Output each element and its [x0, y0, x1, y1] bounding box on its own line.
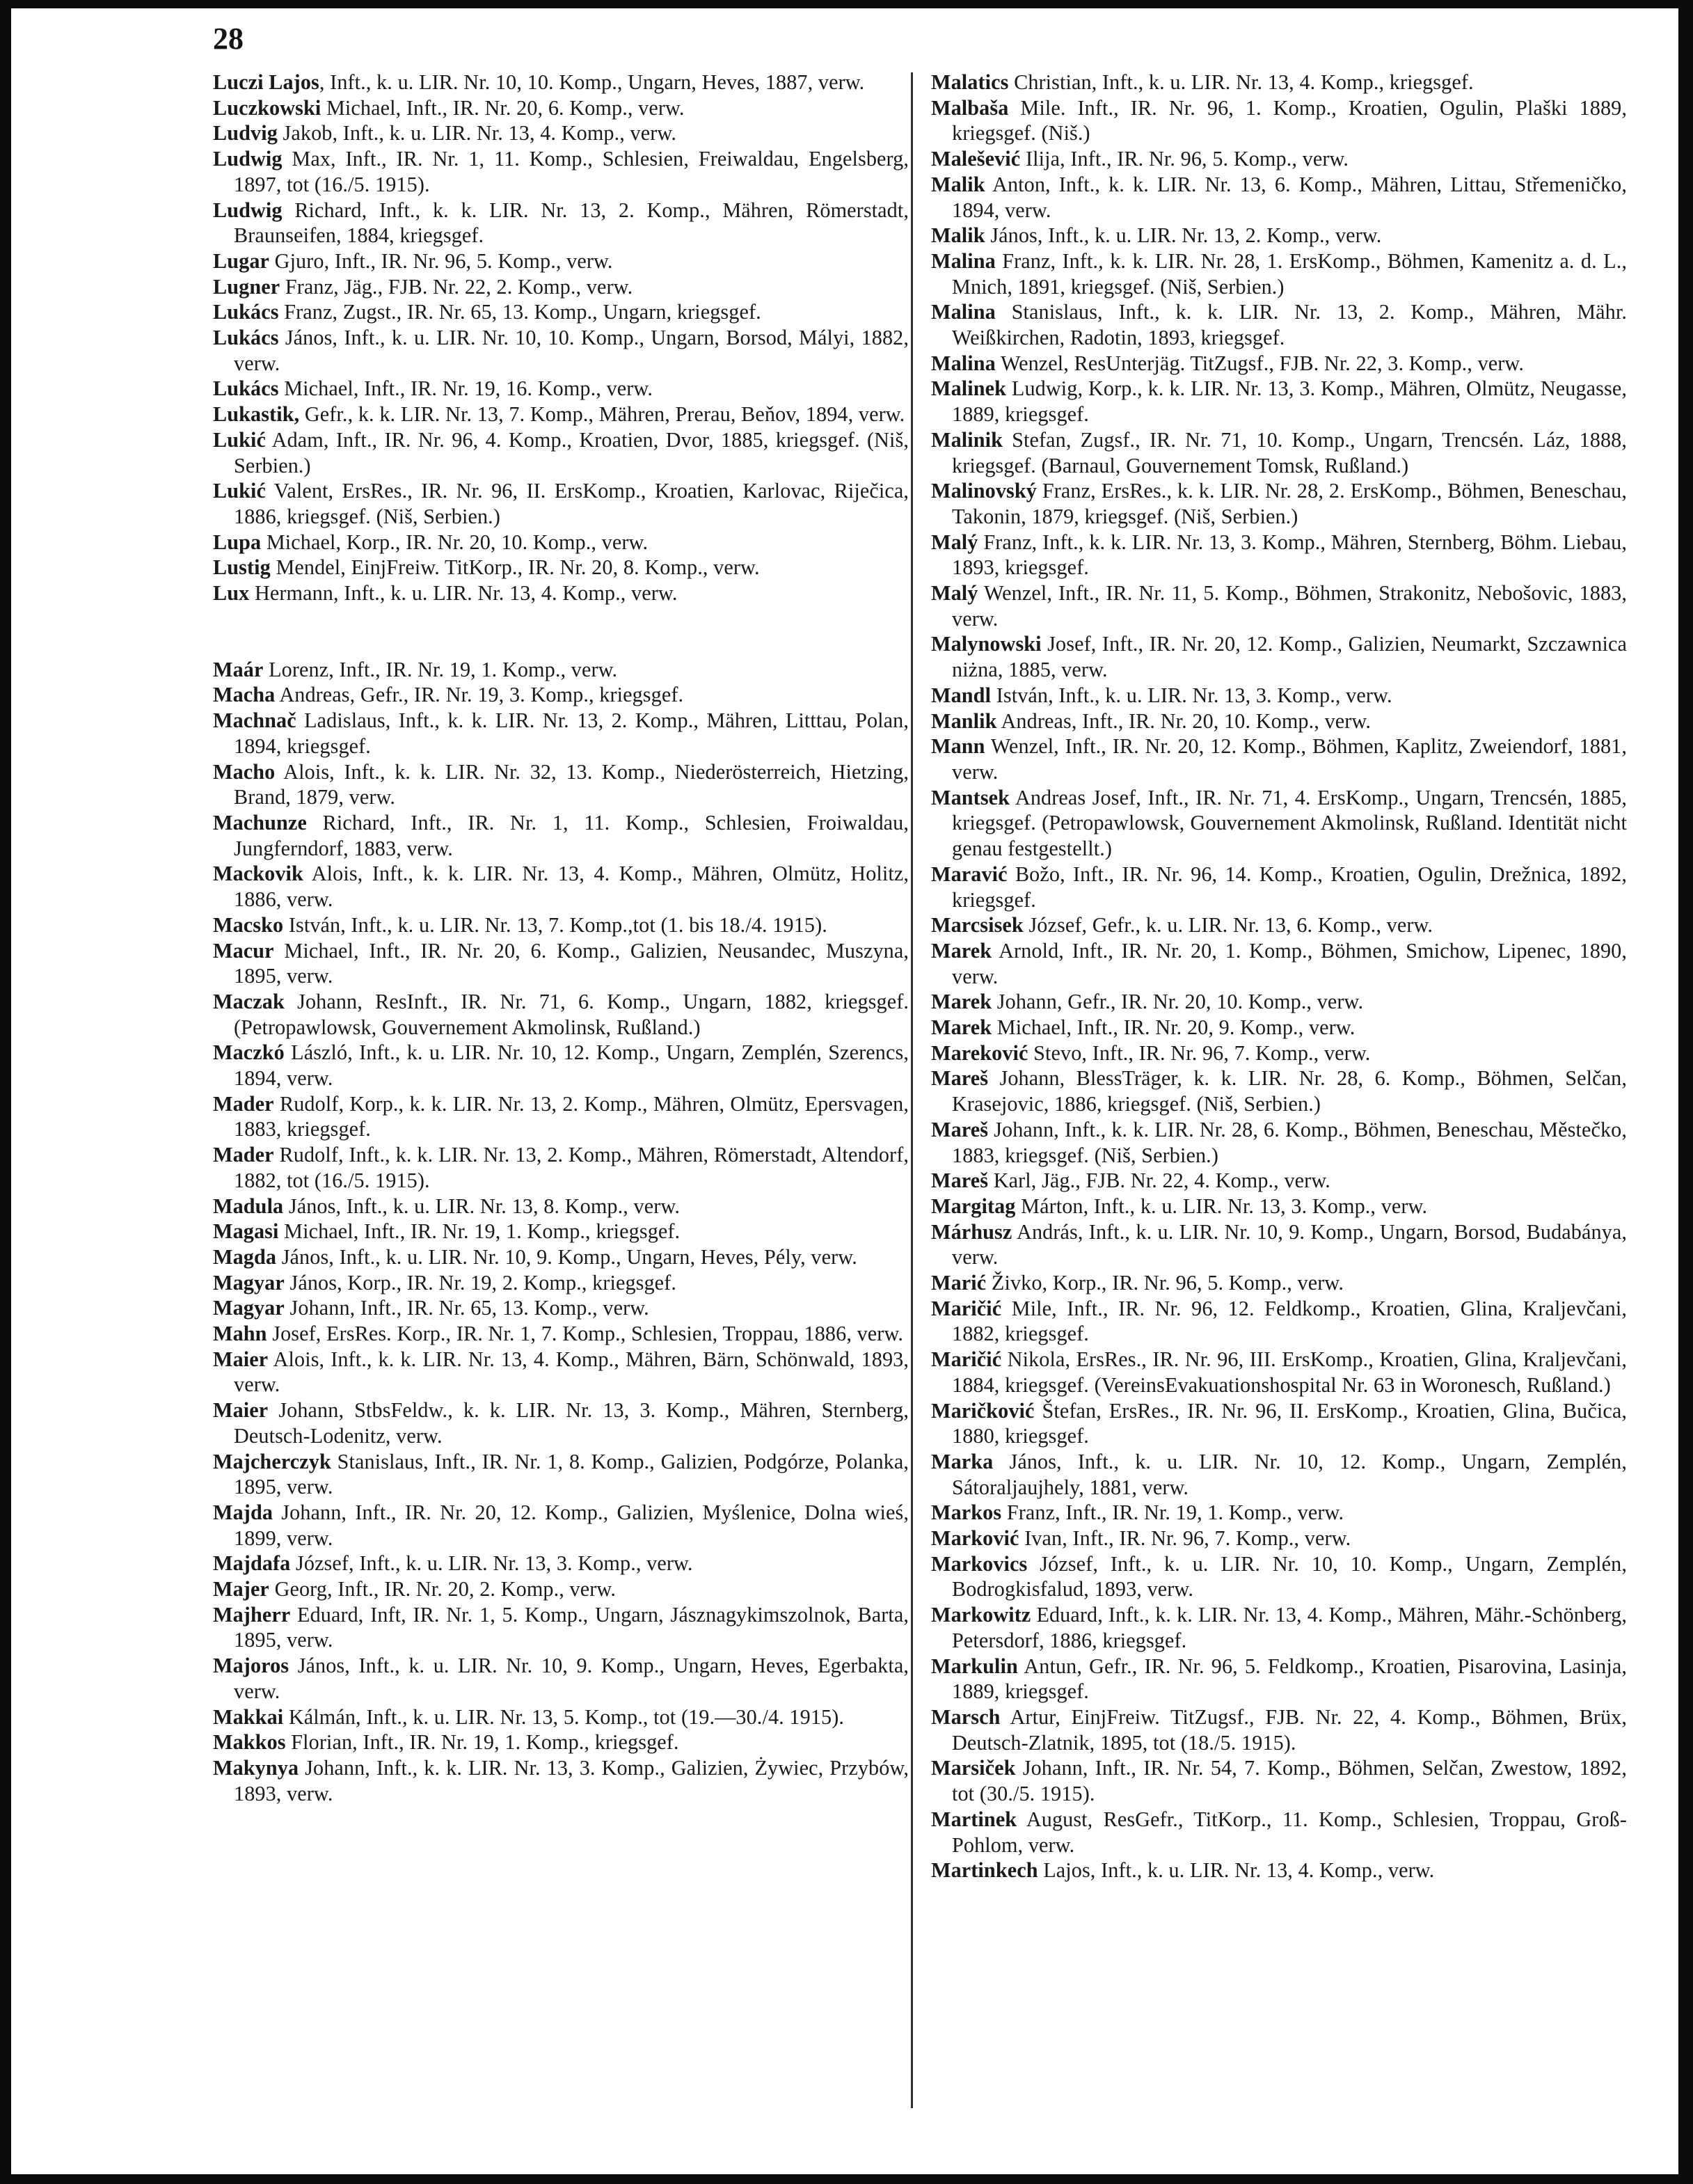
right-column [931, 70, 1627, 1883]
entry-surname: Majer [213, 1577, 269, 1601]
roster-entry [931, 299, 1627, 350]
entry-surname: Malatics [931, 70, 1009, 94]
entry-surname: Maczkó [213, 1040, 285, 1065]
entry-surname: Magyar [213, 1296, 285, 1320]
entry-surname: Maczak [213, 989, 285, 1013]
entry-details: Franz, Inft., k. k. LIR. Nr. 13, 3. Komp., Mähren, Sternberg, Böhm. Liebau, 1893, kriegsgef. [952, 530, 1627, 580]
entry-surname: Mareković [931, 1040, 1028, 1065]
entry-surname: Lukić [213, 479, 266, 503]
entry-details: Richard, Inft., k. k. LIR. Nr. 13, 2. Komp., Mähren, Römerstadt, Braunseifen, 1884, kriegsgef. [234, 198, 909, 248]
entry-surname: Mader [213, 1091, 274, 1116]
roster-entry [931, 938, 1627, 989]
entry-details: János, Inft., k. u. LIR. Nr. 13, 2. Komp., verw. [985, 223, 1382, 248]
roster-entry [931, 580, 1627, 631]
roster-entry [931, 1551, 1627, 1602]
entry-surname: Machnač [213, 709, 296, 733]
entry-details: Andreas, Gefr., IR. Nr. 19, 3. Komp., kriegsgef. [275, 683, 684, 707]
roster-entry [931, 70, 1627, 95]
entry-details: Johann, StbsFeldw., k. k. LIR. Nr. 13, 3. Komp., Mähren, Sternberg, Deutsch-Lodenitz, verw. [234, 1398, 909, 1448]
entry-surname: Machunze [213, 810, 307, 834]
entry-details: Michael, Inft., IR. Nr. 19, 16. Komp., verw. [278, 377, 653, 401]
page-number: 28 [213, 22, 244, 56]
entry-details: Živko, Korp., IR. Nr. 96, 5. Komp., verw. [986, 1271, 1344, 1295]
entry-details: Franz, Jäg., FJB. Nr. 22, 2. Komp., verw. [280, 274, 633, 299]
roster-entry [931, 376, 1627, 427]
entry-details: Alois, Inft., k. k. LIR. Nr. 32, 13. Komp., Niederösterreich, Hietzing, Brand, 1879, verw. [234, 759, 909, 809]
roster-entry [213, 1551, 909, 1576]
entry-details: Wenzel, Inft., IR. Nr. 11, 5. Komp., Böhmen, Strakonitz, Nebošovic, 1883, verw. [952, 581, 1627, 631]
entry-surname: Lux [213, 581, 250, 606]
left-column [213, 70, 909, 1806]
entry-surname: Macha [213, 683, 276, 707]
entry-surname: Maier [213, 1347, 269, 1371]
roster-entry [213, 1755, 909, 1806]
roster-entry [931, 530, 1627, 580]
roster-entry [931, 1526, 1627, 1551]
roster-entry [213, 299, 909, 325]
entry-surname: Mandl [931, 683, 992, 707]
roster-entry [213, 580, 909, 606]
roster-entry [931, 785, 1627, 862]
entry-surname: Marcsisek [931, 913, 1024, 937]
entry-details: Hermann, Inft., k. u. LIR. Nr. 13, 4. Komp., verw. [249, 581, 678, 606]
entry-surname: Majcherczyk [213, 1449, 331, 1473]
left-column-section-lu [213, 70, 909, 606]
roster-entry [213, 530, 909, 555]
roster-entry [931, 734, 1627, 784]
entry-surname: Markovics [931, 1551, 1028, 1576]
entry-details: Georg, Inft., IR. Nr. 20, 2. Komp., verw. [269, 1577, 616, 1601]
roster-entry [213, 1321, 909, 1347]
entry-details: Rudolf, Inft., k. k. LIR. Nr. 13, 2. Komp., Mähren, Römerstadt, Altendorf, 1882, tot (16./5. 1915). [234, 1143, 909, 1192]
roster-entry [213, 1398, 909, 1448]
entry-surname: Mann [931, 734, 985, 759]
roster-entry [931, 1449, 1627, 1500]
entry-details: László, Inft., k. u. LIR. Nr. 10, 12. Komp., Ungarn, Zemplén, Szerencs, 1894, verw. [234, 1040, 909, 1091]
roster-entry [213, 1449, 909, 1500]
entry-details: István, Inft., k. u. LIR. Nr. 13, 7. Komp.,tot (1. bis 18./4. 1915). [283, 912, 827, 937]
entry-details: Alois, Inft., k. k. LIR. Nr. 13, 4. Komp., Mähren, Bärn, Schönwald, 1893, verw. [234, 1347, 909, 1397]
entry-surname: Makkos [213, 1730, 286, 1755]
roster-entry [931, 1602, 1627, 1653]
roster-entry [931, 631, 1627, 682]
entry-surname: Martinkech [931, 1858, 1038, 1883]
roster-entry [213, 274, 909, 300]
roster-entry [931, 351, 1627, 377]
entry-surname: Manlik [931, 709, 997, 733]
entry-surname: Márhusz [931, 1219, 1012, 1244]
entry-surname: Malina [931, 248, 996, 273]
entry-surname: Lugner [213, 274, 280, 299]
roster-entry [213, 1295, 909, 1321]
entry-surname: Margitag [931, 1194, 1016, 1218]
entry-details: János, Inft., k. u. LIR. Nr. 10, 12. Komp., Ungarn, Zemplén, Sátoraljaujhely, 1881, verw. [952, 1449, 1627, 1499]
entry-details: Michael, Inft., IR. Nr. 20, 9. Komp., verw. [992, 1015, 1356, 1040]
entry-surname: Lukastik, [213, 402, 300, 427]
entry-surname: Macho [213, 759, 276, 784]
entry-surname: Maier [213, 1398, 269, 1423]
entry-surname: Mareš [931, 1066, 989, 1091]
entry-details: Michael, Korp., IR. Nr. 20, 10. Komp., verw. [261, 530, 649, 554]
roster-entry [213, 1142, 909, 1193]
entry-surname: Makkai [213, 1704, 284, 1729]
roster-entry [213, 325, 909, 376]
entry-surname: Maričić [931, 1347, 1002, 1372]
entry-details: Michael, Inft., IR. Nr. 20, 6. Komp., Galizien, Neusandec, Muszyna, 1895, verw. [234, 938, 909, 988]
entry-details: Kálmán, Inft., k. u. LIR. Nr. 13, 5. Komp., tot (19.—30./4. 1915). [283, 1704, 845, 1729]
roster-entry [931, 427, 1627, 478]
roster-entry [213, 1091, 909, 1142]
roster-entry [931, 912, 1627, 938]
entry-details: András, Inft., k. u. LIR. Nr. 10, 9. Komp., Ungarn, Borsod, Budabánya, verw. [952, 1219, 1627, 1269]
entry-details: István, Inft., k. u. LIR. Nr. 13, 3. Komp., verw. [991, 683, 1392, 707]
roster-entry [931, 1755, 1627, 1806]
entry-details: Johann, Inft., k. k. LIR. Nr. 28, 6. Komp., Böhmen, Beneschau, Městečko, 1883, kriegsgef. (Niš, Serbien.) [952, 1117, 1627, 1167]
entry-surname: Mantsek [931, 785, 1010, 809]
entry-details: Lorenz, Inft., IR. Nr. 19, 1. Komp., verw. [263, 657, 618, 681]
entry-surname: Mareš [931, 1169, 989, 1193]
entry-surname: Lukić [213, 427, 266, 452]
entry-details: Johann, ResInft., IR. Nr. 71, 6. Komp., Ungarn, 1882, kriegsgef. (Petropawlowsk, Gouvernement Akmolinsk, Rußland.) [234, 989, 909, 1039]
entry-details: , Inft., k. u. LIR. Nr. 10, 10. Komp., Ungarn, Heves, 1887, verw. [319, 70, 865, 94]
entry-details: József, Inft., k. u. LIR. Nr. 13, 3. Komp., verw. [290, 1551, 693, 1576]
roster-entry [931, 1500, 1627, 1526]
roster-entry [931, 989, 1627, 1015]
entry-details: Karl, Jäg., FJB. Nr. 22, 4. Komp., verw. [988, 1169, 1330, 1193]
entry-surname: Marek [931, 1015, 992, 1040]
entry-details: Franz, ErsRes., k. k. LIR. Nr. 28, 2. ErsKomp., Böhmen, Beneschau, Takonin, 1879, kriegsgef. (Niš, Serbien.) [952, 479, 1627, 528]
roster-entry [213, 810, 909, 861]
entry-surname: Macsko [213, 912, 284, 937]
entry-surname: Marković [931, 1526, 1019, 1551]
entry-details: János, Inft., k. u. LIR. Nr. 10, 9. Komp., Ungarn, Heves, Egerbakta, verw. [234, 1654, 909, 1703]
entry-surname: Makynya [213, 1756, 299, 1780]
entry-surname: Luczi Lajos [213, 70, 319, 94]
entry-details: Richard, Inft., IR. Nr. 1, 11. Komp., Schlesien, Froiwaldau, Jungferndorf, 1883, verw. [234, 810, 909, 860]
entry-surname: Malina [931, 300, 996, 324]
entry-details: Johann, Inft., IR. Nr. 20, 12. Komp., Galizien, Myślenice, Dolna wieś, 1899, verw. [234, 1500, 909, 1550]
entry-surname: Maár [213, 657, 264, 681]
roster-entry [213, 95, 909, 121]
roster-entry [931, 1168, 1627, 1194]
roster-entry [213, 248, 909, 274]
entry-details: Rudolf, Korp., k. k. LIR. Nr. 13, 2. Komp., Mähren, Olmütz, Epersvagen, 1883, kriegsgef. [234, 1091, 909, 1141]
entry-surname: Markowitz [931, 1603, 1031, 1627]
entry-details: Mendel, EinjFreiw. TitKorp., IR. Nr. 20, 8. Komp., verw. [270, 555, 760, 580]
entry-details: Lajos, Inft., k. u. LIR. Nr. 13, 4. Komp., verw. [1038, 1858, 1435, 1883]
entry-details: Florian, Inft., IR. Nr. 19, 1. Komp., kriegsgef. [285, 1730, 679, 1755]
roster-entry [931, 1704, 1627, 1755]
roster-entry [213, 1040, 909, 1091]
left-column-section-ma [213, 657, 909, 1807]
roster-entry [213, 1219, 909, 1244]
roster-entry [213, 1576, 909, 1602]
roster-entry [931, 1296, 1627, 1347]
entry-details: Márton, Inft., k. u. LIR. Nr. 13, 3. Komp., verw. [1015, 1194, 1428, 1218]
entry-surname: Lupa [213, 530, 262, 554]
roster-entry [213, 478, 909, 529]
entry-surname: Marić [931, 1271, 987, 1295]
entry-details: Johann, Inft., k. k. LIR. Nr. 13, 3. Komp., Galizien, Żywiec, Przybów, 1893, verw. [234, 1756, 909, 1805]
entry-details: Andreas Josef, Inft., IR. Nr. 71, 4. ErsKomp., Ungarn, Trencsén, 1885, kriegsgef. (Petropawlowsk, Gouvernement Akmolinsk, Rußland. Identität nicht genau festgestellt.) [952, 785, 1627, 861]
roster-entry [931, 1858, 1627, 1883]
entry-surname: Marek [931, 938, 992, 963]
roster-entry [213, 198, 909, 248]
entry-details: Štefan, ErsRes., IR. Nr. 96, II. ErsKomp., Kroatien, Glina, Bučica, 1880, kriegsgef. [952, 1398, 1627, 1448]
roster-entry [213, 938, 909, 989]
entry-details: Gefr., k. k. LIR. Nr. 13, 7. Komp., Mähren, Prerau, Beňov, 1894, verw. [299, 402, 905, 427]
entry-surname: Malina [931, 351, 996, 375]
roster-entry [931, 1807, 1627, 1858]
roster-entry [213, 376, 909, 402]
entry-details: Ladislaus, Inft., k. k. LIR. Nr. 13, 2. Komp., Mähren, Litttau, Polan, 1894, kriegsgef. [234, 709, 909, 758]
entry-surname: Malinik [931, 427, 1003, 452]
roster-entry [931, 1398, 1627, 1449]
entry-surname: Majdafa [213, 1551, 291, 1576]
roster-entry [213, 402, 909, 427]
entry-surname: Maričković [931, 1398, 1035, 1423]
entry-details: Arnold, Inft., IR. Nr. 20, 1. Komp., Böhmen, Smichow, Lipenec, 1890, verw. [952, 938, 1627, 988]
roster-entry [213, 861, 909, 912]
entry-details: Wenzel, ResUnterjäg. TitZugsf., FJB. Nr. 22, 3. Komp., verw. [995, 351, 1525, 375]
entry-details: Andreas, Inft., IR. Nr. 20, 10. Komp., verw. [996, 709, 1371, 733]
roster-entry [931, 1040, 1627, 1066]
entry-details: János, Inft., k. u. LIR. Nr. 10, 10. Komp., Ungarn, Borsod, Mályi, 1882, verw. [234, 326, 909, 375]
entry-details: Eduard, Inft., k. k. LIR. Nr. 13, 4. Komp., Mähren, Mähr.-Schönberg, Petersdorf, 1886, kriegsgef. [952, 1603, 1627, 1652]
entry-details: Stanislaus, Inft., IR. Nr. 1, 8. Komp., Galizien, Podgórze, Polanka, 1895, verw. [234, 1449, 909, 1499]
entry-surname: Mackovik [213, 862, 303, 886]
entry-details: Antun, Gefr., IR. Nr. 96, 5. Feldkomp., Kroatien, Pisarovina, Lasinja, 1889, kriegsgef. [952, 1654, 1627, 1704]
entry-surname: Marek [931, 990, 992, 1014]
roster-entry [213, 759, 909, 810]
roster-entry [213, 1653, 909, 1704]
roster-entry [931, 1347, 1627, 1398]
roster-entry [213, 1347, 909, 1398]
entry-surname: Lukács [213, 377, 279, 401]
entry-details: Ilija, Inft., IR. Nr. 96, 5. Komp., verw. [1020, 147, 1349, 171]
roster-entry [213, 70, 909, 95]
roster-entry [931, 1219, 1627, 1270]
roster-entry [931, 95, 1627, 146]
entry-surname: Magyar [213, 1270, 285, 1295]
roster-entry [213, 1730, 909, 1755]
roster-entry [213, 1704, 909, 1730]
entry-surname: Lukács [213, 300, 279, 324]
entry-surname: Malbaša [931, 95, 1009, 120]
entry-surname: Macur [213, 938, 274, 963]
entry-details: Franz, Inft., k. k. LIR. Nr. 28, 1. ErsKomp., Böhmen, Kamenitz a. d. L., Mnich, 1891, kriegsgef. (Niš, Serbien.) [952, 248, 1627, 299]
entry-details: Alois, Inft., k. k. LIR. Nr. 13, 4. Komp., Mähren, Olmütz, Holitz, 1886, verw. [234, 862, 909, 912]
entry-details: Stanislaus, Inft., k. k. LIR. Nr. 13, 2. Komp., Mähren, Mähr. Weißkirchen, Radotin, 1893, kriegsgef. [952, 300, 1627, 350]
entry-surname: Malý [931, 530, 978, 554]
roster-entry [931, 1654, 1627, 1704]
entry-surname: Marka [931, 1449, 994, 1473]
column-divider [911, 72, 913, 2108]
entry-details: Nikola, ErsRes., IR. Nr. 96, III. ErsKomp., Kroatien, Glina, Kraljevčani, 1884, kriegsgef. (VereinsEvakuationshospital Nr. 63 in Woronesch, Rußland.) [952, 1347, 1627, 1397]
roster-entry [931, 1194, 1627, 1219]
roster-entry [931, 146, 1627, 172]
entry-details: Valent, ErsRes., IR. Nr. 96, II. ErsKomp., Kroatien, Karlovac, Riječica, 1886, kriegsgef. (Niš, Serbien.) [234, 479, 909, 528]
entry-details: Stefan, Zugsf., IR. Nr. 71, 10. Komp., Ungarn, Trencsén. Láz, 1888, kriegsgef. (Barnaul, Gouvernement Tomsk, Rußland.) [952, 427, 1627, 477]
entry-details: Wenzel, Inft., IR. Nr. 20, 12. Komp., Böhmen, Kaplitz, Zweiendorf, 1881, verw. [952, 734, 1627, 784]
entry-surname: Mareš [931, 1117, 989, 1141]
roster-entry [931, 478, 1627, 529]
entry-details: József, Inft., k. u. LIR. Nr. 10, 10. Komp., Ungarn, Zemplén, Bodrogkisfalud, 1893, verw. [952, 1551, 1627, 1601]
roster-entry [931, 862, 1627, 912]
entry-details: Johann, Inft., IR. Nr. 65, 13. Komp., verw. [284, 1296, 649, 1320]
entry-details: Adam, Inft., IR. Nr. 96, 4. Komp., Kroatien, Dvor, 1885, kriegsgef. (Niš, Serbien.) [234, 427, 909, 477]
document-page [11, 8, 1678, 2174]
entry-surname: Majda [213, 1500, 273, 1524]
right-column-section-ma [931, 70, 1627, 1883]
entry-surname: Markos [931, 1501, 1002, 1525]
roster-entry [213, 1244, 909, 1270]
entry-details: József, Gefr., k. u. LIR. Nr. 13, 6. Komp., verw. [1023, 913, 1433, 937]
entry-surname: Ludwig [213, 147, 283, 171]
entry-details: János, Inft., k. u. LIR. Nr. 10, 9. Komp., Ungarn, Heves, Pély, verw. [276, 1244, 857, 1269]
entry-surname: Ludvig [213, 121, 278, 145]
entry-details: Gjuro, Inft., IR. Nr. 96, 5. Komp., verw. [269, 248, 613, 273]
entry-surname: Malý [931, 581, 978, 606]
entry-surname: Mahn [213, 1322, 267, 1346]
section-gap [213, 606, 909, 657]
roster-entry [931, 1066, 1627, 1116]
roster-entry [213, 427, 909, 478]
entry-details: Christian, Inft., k. u. LIR. Nr. 13, 4. Komp., kriegsgef. [1008, 70, 1474, 94]
entry-details: Josef, ErsRes. Korp., IR. Nr. 1, 7. Komp., Schlesien, Troppau, 1886, verw. [267, 1322, 904, 1346]
entry-details: Artur, EinjFreiw. TitZugsf., FJB. Nr. 22, 4. Komp., Böhmen, Brüx, Deutsch-Zlatnik, 1895, tot (18./5. 1915). [952, 1705, 1627, 1755]
entry-surname: Malinovský [931, 479, 1037, 503]
entry-details: Ivan, Inft., IR. Nr. 96, 7. Komp., verw. [1019, 1526, 1351, 1551]
roster-entry [931, 1270, 1627, 1296]
entry-details: János, Korp., IR. Nr. 19, 2. Komp., kriegsgef. [284, 1270, 676, 1295]
roster-entry [931, 172, 1627, 223]
entry-details: János, Inft., k. u. LIR. Nr. 13, 8. Komp., verw. [283, 1194, 680, 1218]
entry-surname: Magda [213, 1244, 277, 1269]
roster-entry [213, 989, 909, 1040]
roster-entry [213, 1194, 909, 1219]
entry-details: Eduard, Inft, IR. Nr. 1, 5. Komp., Ungarn, Jásznagykimszolnok, Barta, 1895, verw. [234, 1602, 909, 1652]
entry-surname: Majherr [213, 1602, 291, 1627]
entry-surname: Malik [931, 223, 985, 248]
roster-entry [213, 555, 909, 580]
entry-details: Johann, Inft., IR. Nr. 54, 7. Komp., Böhmen, Selčan, Zwestow, 1892, tot (30./5. 1915). [952, 1756, 1627, 1806]
roster-entry [931, 1015, 1627, 1040]
roster-entry [931, 683, 1627, 709]
entry-surname: Ludwig [213, 198, 283, 222]
entry-surname: Lukács [213, 326, 279, 350]
entry-details: Michael, Inft., IR. Nr. 19, 1. Komp., kriegsgef. [278, 1219, 681, 1244]
roster-entry [931, 709, 1627, 734]
entry-details: Johann, BlessTräger, k. k. LIR. Nr. 28, 6. Komp., Böhmen, Selčan, Krasejovic, 1886, kriegsgef. (Niš, Serbien.) [952, 1066, 1627, 1116]
roster-entry [931, 223, 1627, 248]
roster-entry [931, 248, 1627, 299]
entry-surname: Majoros [213, 1654, 289, 1678]
entry-details: Franz, Zugst., IR. Nr. 65, 13. Komp., Ungarn, kriegsgef. [278, 300, 761, 324]
entry-details: Stevo, Inft., IR. Nr. 96, 7. Komp., verw. [1028, 1040, 1371, 1065]
entry-details: Božo, Inft., IR. Nr. 96, 14. Komp., Kroatien, Ogulin, Drežnica, 1892, kriegsgef. [952, 862, 1627, 912]
entry-surname: Malik [931, 172, 985, 196]
roster-entry [213, 1500, 909, 1551]
entry-surname: Lugar [213, 248, 270, 273]
entry-details: Anton, Inft., k. k. LIR. Nr. 13, 6. Komp., Mähren, Littau, Střemeničko, 1894, verw. [952, 172, 1627, 222]
entry-surname: Lustig [213, 555, 271, 580]
entry-details: Michael, Inft., IR. Nr. 20, 6. Komp., verw. [321, 95, 685, 120]
entry-details: August, ResGefr., TitKorp., 11. Komp., Schlesien, Troppau, Groß-Pohlom, verw. [952, 1807, 1627, 1857]
entry-details: Jakob, Inft., k. u. LIR. Nr. 13, 4. Komp., verw. [277, 121, 676, 145]
entry-surname: Malinek [931, 377, 1007, 401]
entry-details: Franz, Inft., IR. Nr. 19, 1. Komp., verw. [1001, 1501, 1344, 1525]
roster-entry [213, 657, 909, 683]
entry-surname: Magasi [213, 1219, 279, 1244]
entry-details: Mile. Inft., IR. Nr. 96, 1. Komp., Kroatien, Ogulin, Plaški 1889, kriegsgef. (Niš.) [952, 95, 1627, 145]
roster-entry [213, 708, 909, 759]
entry-surname: Maravić [931, 862, 1008, 886]
entry-surname: Mader [213, 1143, 274, 1167]
roster-entry [213, 1270, 909, 1296]
entry-details: Josef, Inft., IR. Nr. 20, 12. Komp., Galizien, Neumarkt, Szczawnica niżna, 1885, verw. [952, 632, 1627, 682]
roster-entry [213, 682, 909, 708]
entry-surname: Madula [213, 1194, 284, 1218]
entry-surname: Malynowski [931, 632, 1042, 656]
entry-surname: Marsiček [931, 1756, 1016, 1780]
entry-details: Max, Inft., IR. Nr. 1, 11. Komp., Schlesien, Freiwaldau, Engelsberg, 1897, tot (16./5. 1915). [234, 147, 909, 196]
roster-entry [213, 120, 909, 146]
entry-surname: Luczkowski [213, 95, 321, 120]
entry-surname: Malešević [931, 147, 1021, 171]
entry-surname: Marsch [931, 1705, 1001, 1729]
entry-details: Mile, Inft., IR. Nr. 96, 12. Feldkomp., Kroatien, Glina, Kraljevčani, 1882, kriegsgef. [952, 1296, 1627, 1346]
roster-entry [931, 1117, 1627, 1168]
roster-entry [213, 912, 909, 938]
entry-surname: Martinek [931, 1807, 1017, 1831]
entry-surname: Maričić [931, 1296, 1002, 1320]
entry-details: Johann, Gefr., IR. Nr. 20, 10. Komp., verw. [992, 990, 1364, 1014]
roster-entry [213, 1602, 909, 1653]
entry-surname: Markulin [931, 1654, 1018, 1678]
roster-entry [213, 146, 909, 197]
entry-details: Ludwig, Korp., k. k. LIR. Nr. 13, 3. Komp., Mähren, Olmütz, Neugasse, 1889, kriegsgef. [952, 377, 1627, 427]
